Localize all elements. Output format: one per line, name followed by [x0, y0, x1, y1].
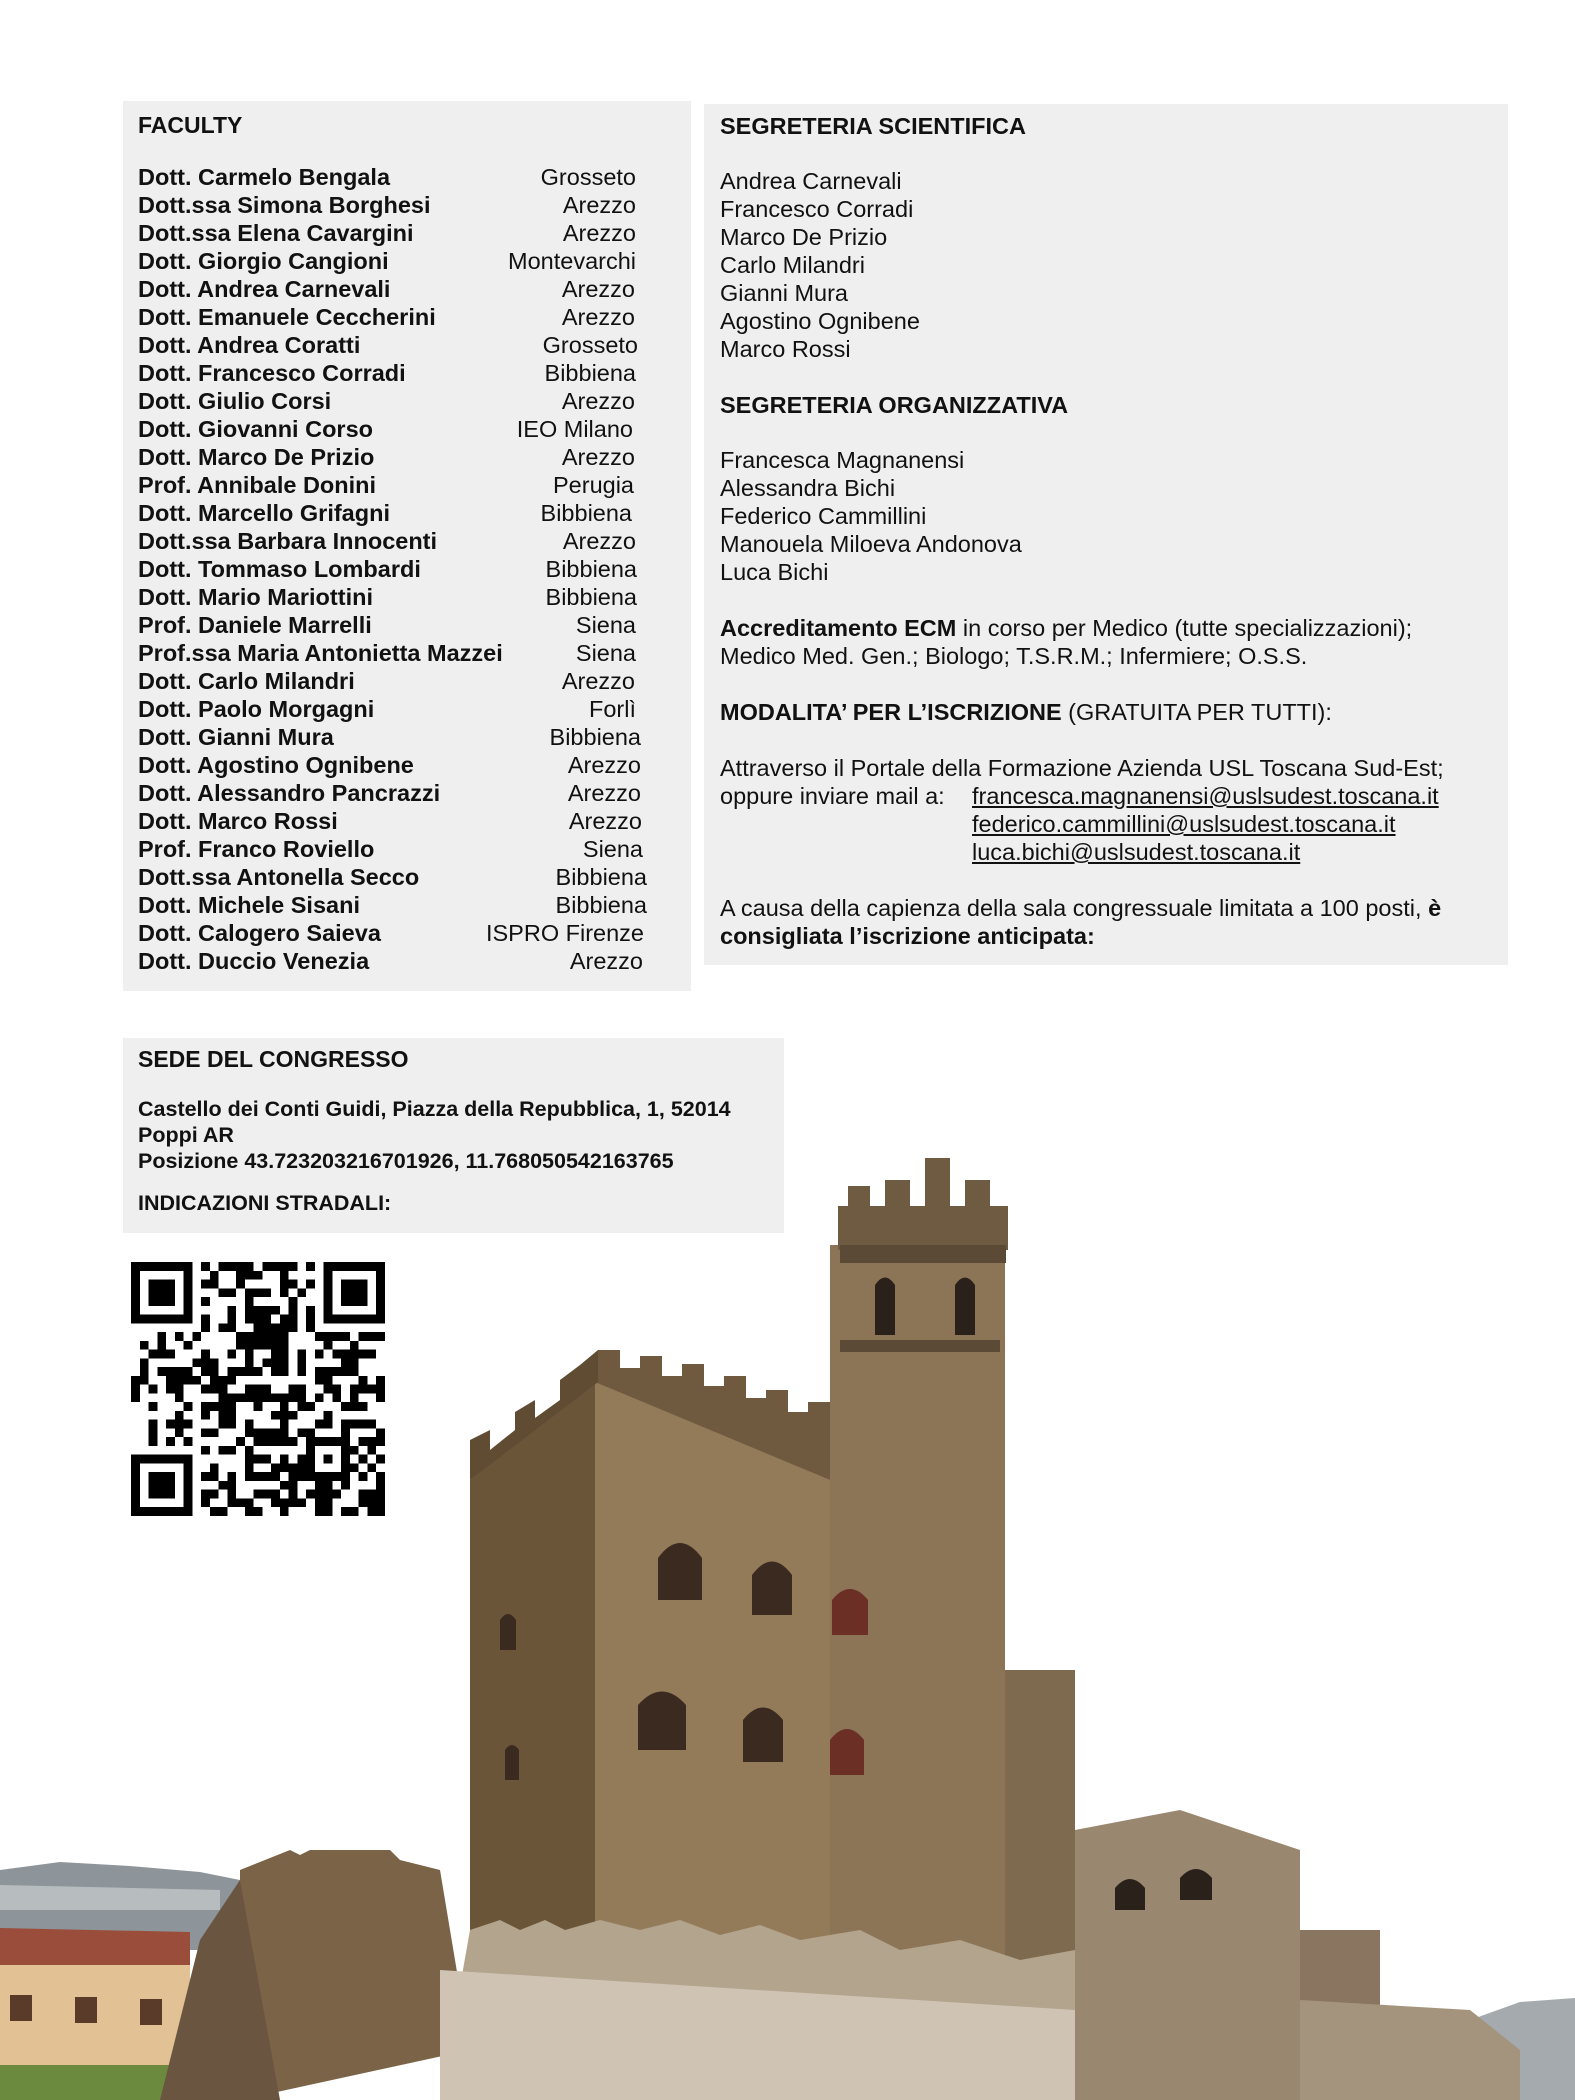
mail-label: oppure inviare mail a:: [720, 783, 945, 809]
ecm-text: in corso per Medico (tutte specializzazioni);: [956, 615, 1413, 641]
faculty-name: Prof. Franco Roviello: [138, 836, 375, 862]
faculty-row: [138, 835, 691, 863]
faculty-name: Dott. Calogero Saieva: [138, 920, 381, 946]
faculty-row: [138, 611, 691, 639]
faculty-name: Dott. Tommaso Lombardi: [138, 556, 421, 582]
faculty-row: [138, 275, 691, 303]
faculty-name: Dott. Marco De Prizio: [138, 444, 375, 470]
list-item: Carlo Milandri: [720, 252, 865, 278]
faculty-city: Siena: [575, 612, 636, 638]
email-link-magnanensi[interactable]: francesca.magnanensi@uslsudest.toscana.it: [972, 783, 1439, 809]
faculty-row: [138, 723, 691, 751]
faculty-row: [138, 303, 691, 331]
faculty-name: Dott. Andrea Carnevali: [138, 276, 391, 302]
faculty-city: Grosseto: [540, 164, 636, 190]
keep-window: [638, 1692, 686, 1751]
faculty-row: [138, 471, 691, 499]
ecm-professions: Medico Med. Gen.; Biologo; T.S.R.M.; Infermiere; O.S.S.: [720, 643, 1308, 669]
qr-code[interactable]: [131, 1262, 385, 1516]
faculty-city: Bibbiena: [540, 500, 632, 526]
faculty-city: IEO Milano: [516, 416, 633, 442]
list-item: Andrea Carnevali: [720, 168, 902, 194]
faculty-city: Forlì: [589, 696, 636, 722]
faculty-name: Dott. Duccio Venezia: [138, 948, 370, 974]
list-item: Federico Cammillini: [720, 503, 927, 529]
faculty-name: Dott. Giovanni Corso: [138, 416, 373, 442]
faculty-city: Arezzo: [561, 276, 635, 302]
faculty-city: Bibbiena: [555, 892, 647, 918]
faculty-name: Dott. Francesco Corradi: [138, 360, 406, 386]
faculty-name: Dott. Mario Mariottini: [138, 584, 373, 610]
faculty-row: [138, 863, 691, 891]
capienza-bold: è: [1428, 895, 1442, 921]
faculty-name: Prof.ssa Maria Antonietta Mazzei: [138, 640, 503, 666]
faculty-city: ISPRO Firenze: [485, 920, 644, 946]
capienza-note: [720, 894, 1493, 922]
ecm-label: Accreditamento ECM: [720, 615, 957, 641]
faculty-row: [138, 415, 691, 443]
faculty-name: Dott. Alessandro Pancrazzi: [138, 780, 441, 806]
sede-address-1: Castello dei Conti Guidi, Piazza della Repubblica, 1, 52014: [138, 1097, 731, 1121]
faculty-name: Dott. Agostino Ognibene: [138, 752, 414, 778]
sede-panel: [123, 1038, 784, 1233]
list-item: Manouela Miloeva Andonova: [720, 531, 1022, 557]
faculty-name: Dott.ssa Barbara Innocenti: [138, 528, 438, 554]
faculty-row: [138, 387, 691, 415]
faculty-title: FACULTY: [138, 112, 243, 138]
faculty-row: [138, 583, 691, 611]
faculty-name: Dott. Gianni Mura: [138, 724, 334, 750]
gate-window: [1180, 1869, 1212, 1900]
list-item: Francesco Corradi: [720, 196, 914, 222]
faculty-city: Arezzo: [562, 528, 636, 554]
faculty-name: Dott. Andrea Coratti: [138, 332, 361, 358]
keep-window: [500, 1614, 516, 1650]
faculty-name: Dott. Paolo Morgagni: [138, 696, 375, 722]
faculty-row: [138, 779, 691, 807]
faculty-name: Dott. Michele Sisani: [138, 892, 360, 918]
faculty-city: Arezzo: [567, 780, 641, 806]
house-window: [140, 1999, 162, 2025]
segreteria-scientifica-list: [720, 167, 1493, 363]
segreteria-organizzativa-title: SEGRETERIA ORGANIZZATIVA: [720, 392, 1069, 418]
faculty-name: Dott.ssa Antonella Secco: [138, 864, 420, 890]
list-item: Marco Rossi: [720, 336, 851, 362]
faculty-name: Dott. Carmelo Bengala: [138, 164, 391, 190]
sede-address-2: Poppi AR: [138, 1123, 234, 1147]
faculty-city: Arezzo: [562, 220, 636, 246]
keep-window: [752, 1562, 792, 1616]
faculty-city: Bibbiena: [544, 360, 636, 386]
outer-wall-left: [240, 1850, 470, 2100]
faculty-city: Arezzo: [561, 388, 635, 414]
faculty-city: Siena: [575, 640, 636, 666]
keep-window: [658, 1543, 702, 1600]
iscrizione-label: MODALITA’ PER L’ISCRIZIONE: [720, 699, 1062, 725]
list-item: Marco De Prizio: [720, 224, 888, 250]
faculty-name: Dott. Marco Rossi: [138, 808, 338, 834]
tower-ledge: [840, 1245, 1006, 1263]
capienza-text: A causa della capienza della sala congressuale limitata a 100 posti,: [720, 895, 1429, 921]
faculty-city: Arezzo: [562, 192, 636, 218]
faculty-row: [138, 527, 691, 555]
faculty-row: [138, 807, 691, 835]
house-roof: [0, 1928, 190, 1970]
faculty-city: Arezzo: [567, 752, 641, 778]
faculty-city: Arezzo: [561, 304, 635, 330]
mail-row: [720, 782, 1493, 810]
faculty-name: Dott. Giulio Corsi: [138, 388, 332, 414]
faculty-row: [138, 695, 691, 723]
sede-directions-label: INDICAZIONI STRADALI:: [138, 1191, 392, 1215]
faculty-panel: [123, 101, 691, 991]
faculty-row: [138, 947, 691, 975]
faculty-city: Bibbiena: [545, 584, 637, 610]
faculty-city: Arezzo: [568, 808, 642, 834]
iscrizione-heading: [720, 698, 1493, 726]
faculty-city: Bibbiena: [555, 864, 647, 890]
mail-row: [720, 810, 1493, 838]
faculty-row: [138, 555, 691, 583]
tower-window: [955, 1278, 975, 1336]
list-item: Alessandra Bichi: [720, 475, 896, 501]
segreteria-organizzativa-list: [720, 446, 1493, 586]
mail-row: [720, 838, 1493, 866]
faculty-city: Arezzo: [561, 444, 635, 470]
faculty-row: [138, 247, 691, 275]
list-item: Gianni Mura: [720, 280, 848, 306]
keep-window: [743, 1708, 783, 1763]
faculty-row: [138, 163, 691, 191]
faculty-name: Dott.ssa Elena Cavargini: [138, 220, 414, 246]
faculty-row: [138, 359, 691, 387]
faculty-city: Bibbiena: [549, 724, 641, 750]
tower-ledge: [840, 1340, 1000, 1352]
faculty-list: [138, 163, 691, 975]
faculty-city: Arezzo: [569, 948, 643, 974]
faculty-city: Siena: [582, 836, 643, 862]
faculty-city: Bibbiena: [545, 556, 637, 582]
faculty-name: Dott. Marcello Grifagni: [138, 500, 390, 526]
info-panel: [704, 104, 1508, 965]
faculty-name: Prof. Daniele Marrelli: [138, 612, 372, 638]
list-item: Agostino Ognibene: [720, 308, 920, 334]
list-item: Francesca Magnanensi: [720, 447, 965, 473]
sede-position: Posizione 43.723203216701926, 11.768050542163765: [138, 1149, 674, 1173]
faculty-city: Grosseto: [542, 332, 638, 358]
faculty-row: [138, 919, 691, 947]
faculty-name: Dott. Giorgio Cangioni: [138, 248, 389, 274]
keep-window: [505, 1745, 519, 1780]
faculty-name: Prof. Annibale Donini: [138, 472, 377, 498]
faculty-city: Perugia: [553, 472, 634, 498]
faculty-city: Montevarchi: [508, 248, 636, 274]
faculty-row: [138, 219, 691, 247]
faculty-name: Dott. Emanuele Ceccherini: [138, 304, 436, 330]
iscrizione-portal: Attraverso il Portale della Formazione Azienda USL Toscana Sud-Est;: [720, 755, 1444, 781]
castle-gatehouse: [1075, 1810, 1300, 2100]
list-item: Luca Bichi: [720, 559, 829, 585]
faculty-name: Dott.ssa Simona Borghesi: [138, 192, 431, 218]
email-link-bichi[interactable]: luca.bichi@uslsudest.toscana.it: [972, 839, 1301, 865]
faculty-row: [138, 891, 691, 919]
iscrizione-note: (GRATUITA PER TUTTI):: [1061, 699, 1332, 725]
faculty-row: [138, 499, 691, 527]
email-link-cammillini[interactable]: federico.cammillini@uslsudest.toscana.it: [972, 811, 1396, 837]
segreteria-scientifica-title: SEGRETERIA SCIENTIFICA: [720, 113, 1026, 139]
capienza-advice: consigliata l’iscrizione anticipata:: [720, 923, 1095, 949]
tower-battlements: [838, 1158, 1008, 1250]
sede-title: SEDE DEL CONGRESSO: [138, 1046, 409, 1072]
keep-window: [832, 1589, 868, 1635]
faculty-city: Arezzo: [561, 668, 635, 694]
faculty-row: [138, 751, 691, 779]
gate-window: [1115, 1879, 1145, 1910]
tower-window: [875, 1278, 895, 1336]
faculty-row: [138, 443, 691, 471]
faculty-name: Dott. Carlo Milandri: [138, 668, 355, 694]
faculty-row: [138, 331, 691, 359]
house-window: [10, 1995, 32, 2021]
keep-window: [830, 1729, 864, 1775]
faculty-row: [138, 667, 691, 695]
house-window: [75, 1997, 97, 2023]
faculty-row: [138, 639, 691, 667]
ecm-line: [720, 614, 1493, 642]
faculty-row: [138, 191, 691, 219]
